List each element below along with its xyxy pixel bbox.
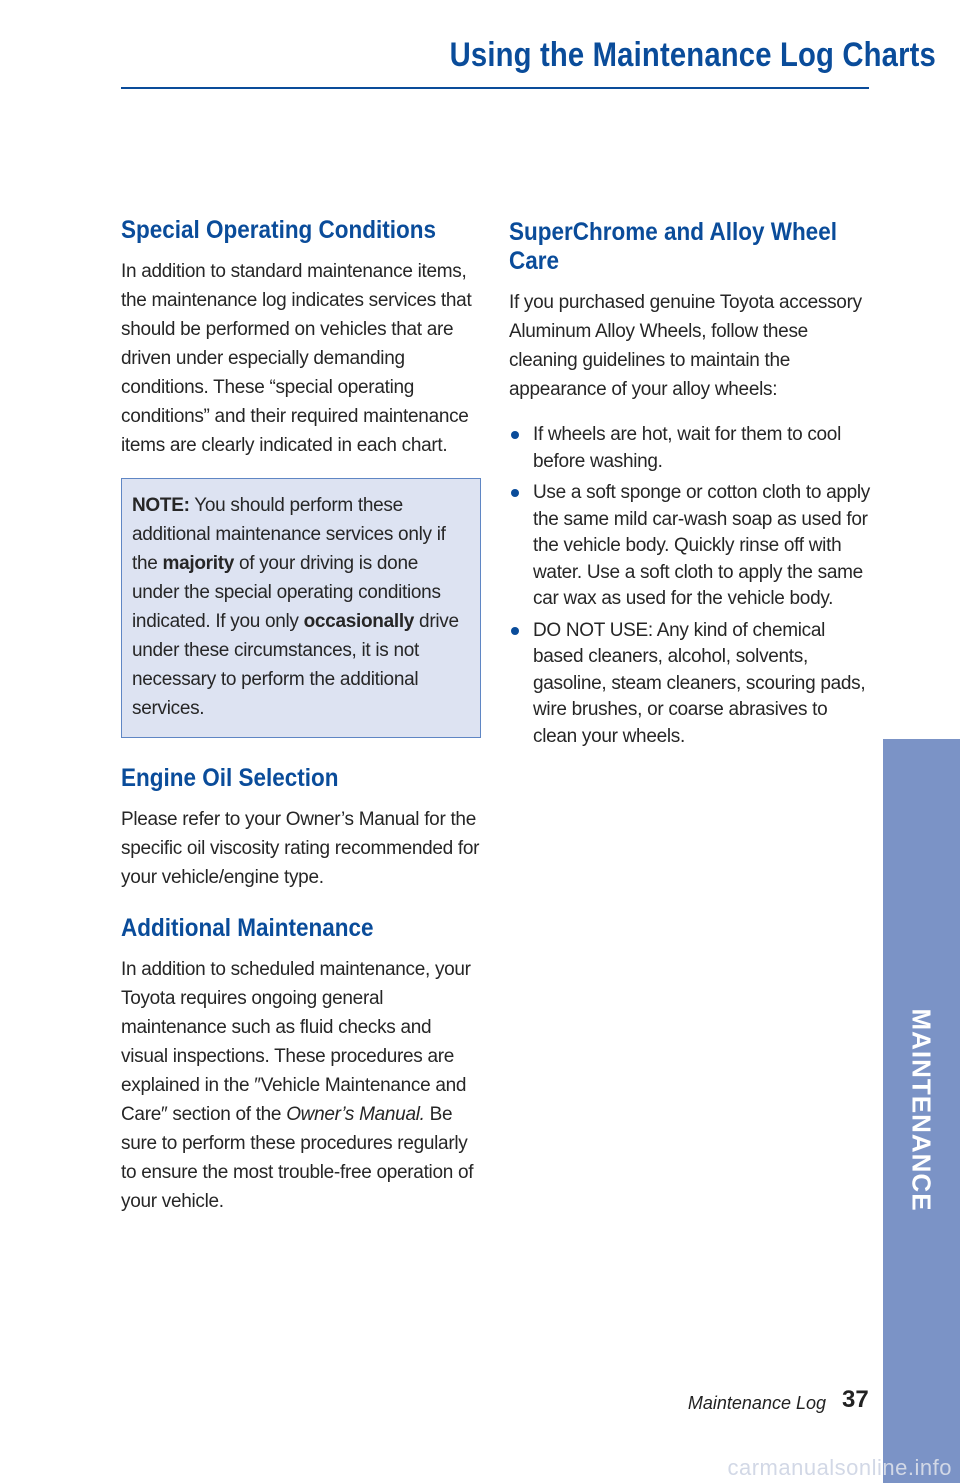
owners-manual-ref: Owner’s Manual.: [286, 1104, 425, 1125]
page-number: 37: [842, 1386, 869, 1413]
note-text-part-1: You should perform these additional maintenance services only if the: [132, 495, 446, 574]
additional-text-part-2: Be sure to perform these procedures regularly to ensure the most trouble-free operation of your vehicle.: [121, 1104, 474, 1212]
wheel-care-heading: SuperChrome and Alloy Wheel Care: [509, 218, 837, 275]
side-tab-label: MAINTENANCE: [906, 1008, 937, 1212]
footer-section-label: Maintenance Log: [687, 1393, 826, 1413]
additional-maintenance-heading: Additional Maintenance: [121, 914, 374, 942]
left-column: [121, 216, 483, 1216]
note-text-part-2: of your driving is done under the special operating conditions indicated. If you only: [132, 553, 441, 632]
list-item: [509, 480, 871, 613]
special-conditions-body: In addition to standard maintenance items, the maintenance log indicates services that should be performed on vehicles that are driven under especially demanding conditions. These “special operating conditions” and their required maintenance items are clearly indicated in each chart.: [121, 261, 472, 456]
watermark: carmanualsonline.info: [727, 1455, 952, 1480]
special-conditions-heading: Special Operating Conditions: [121, 216, 437, 244]
wheel-care-body: If you purchased genuine Toyota accessory Aluminum Alloy Wheels, follow these cleaning guidelines to maintain the appearance of your alloy wheels:: [509, 292, 862, 400]
list-item-text: If wheels are hot, wait for them to cool before washing.: [533, 424, 841, 472]
additional-text-part-1: In addition to scheduled maintenance, your Toyota requires ongoing general maintenance such as fluid checks and visual inspections. These procedures are explained in the ″Vehicle Maintenance and Care″ section of the: [121, 959, 471, 1125]
note-majority: majority: [162, 553, 235, 574]
note-occasionally: occasionally: [303, 611, 415, 632]
list-item-text: DO NOT USE: Any kind of chemical based cleaners, alcohol, solvents, gasoline, steam cleaners, scouring pads, wire brushes, or coarse abrasives to clean your wheels.: [533, 619, 866, 747]
bullet-icon: [511, 627, 519, 635]
bullet-icon: [511, 431, 519, 439]
title-divider: [121, 87, 869, 89]
engine-oil-body: Please refer to your Owner’s Manual for the specific oil viscosity rating recommended for your vehicle/engine type.: [121, 809, 480, 888]
note-box: [121, 478, 481, 738]
list-item: [509, 422, 871, 475]
wheel-care-list: [509, 422, 871, 750]
bullet-icon: [511, 489, 519, 497]
note-text-part-3: drive under these circumstances, it is not necessary to perform the additional services.: [132, 611, 459, 719]
list-item-text: Use a soft sponge or cotton cloth to apply the same mild car-wash soap as used for the vehicle body. Quickly rinse off with water. Use a soft cloth to apply the same car wax as used for the vehicle body.: [533, 482, 870, 609]
list-item: [509, 618, 871, 751]
page-title: Using the Maintenance Log Charts: [449, 36, 936, 74]
engine-oil-heading: Engine Oil Selection: [121, 764, 339, 792]
note-label: NOTE:: [132, 495, 190, 516]
additional-maintenance-body: [121, 955, 483, 1216]
right-column: [509, 218, 871, 755]
note-text: [132, 491, 470, 723]
